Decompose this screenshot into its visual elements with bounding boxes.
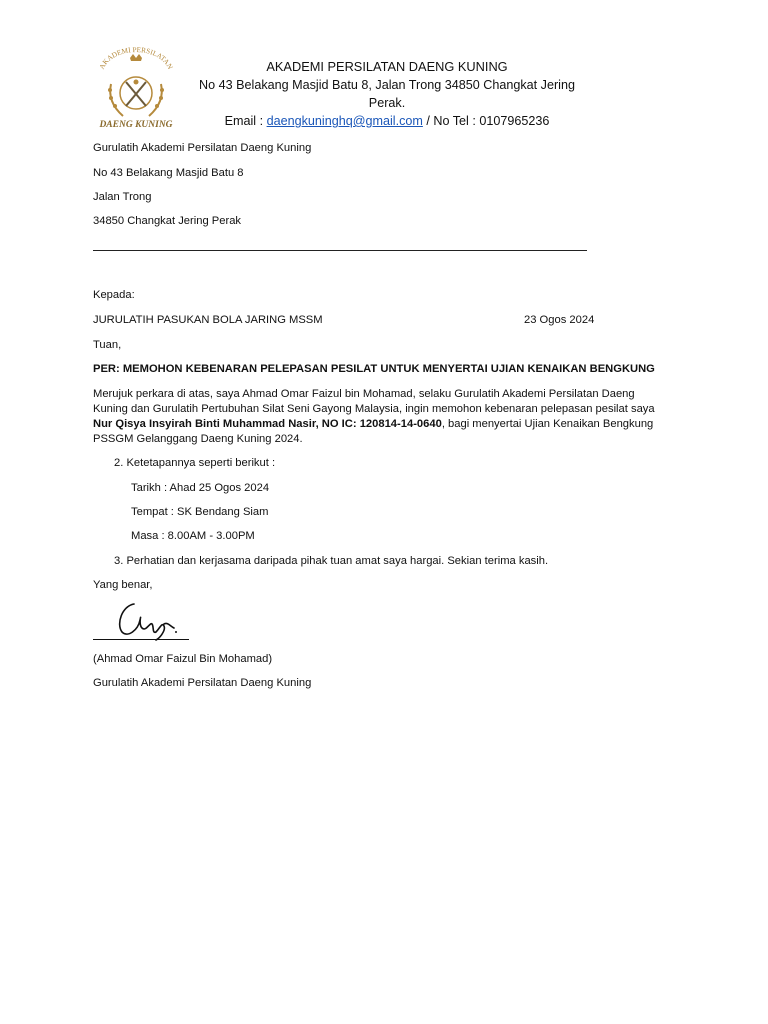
subject-line: PER: MEMOHON KEBENARAN PELEPASAN PESILAT UNTUK MENYERTAI UJIAN KENAIKAN BENGKUNG xyxy=(93,363,655,375)
letter-date: 23 Ogos 2024 xyxy=(524,314,595,326)
signature-line xyxy=(93,639,189,640)
email-label: Email : xyxy=(224,114,267,128)
recipient-name: JURULATIH PASUKAN BOLA JARING MSSM xyxy=(93,314,323,326)
item-2-date: Tarikh : Ahad 25 Ogos 2024 xyxy=(131,482,270,494)
phone-text: / No Tel : 0107965236 xyxy=(422,114,550,128)
item-2-label: 2. Ketetapannya seperti berikut : xyxy=(114,457,276,469)
student-details: Nur Qisya Insyirah Binti Muhammad Nasir, NO IC: 120814-14-0640 xyxy=(93,418,442,430)
letterhead xyxy=(180,58,594,130)
contact-line xyxy=(180,112,594,130)
sender-line-4: 34850 Changkat Jering Perak xyxy=(93,215,242,227)
item-2-time: Masa : 8.00AM - 3.00PM xyxy=(131,530,255,542)
paragraph-part-1: Merujuk perkara di atas, saya Ahmad Omar Faizul bin Mohamad, selaku Gurulatih Akademi Persilatan Daeng Kuning dan Gurulatih Pertubuhan Silat Seni Gayong Malaysia, ingin memohon kebenaran pelepasan pesilat saya xyxy=(93,388,655,415)
org-address: No 43 Belakang Masjid Batu 8, Jalan Trong 34850 Changkat Jering Perak. xyxy=(199,78,575,110)
email-link[interactable]: daengkuninghq@gmail.com xyxy=(266,114,423,128)
svg-text:AKADEMI PERSILATAN: AKADEMI PERSILATAN xyxy=(97,45,175,71)
to-label: Kepada: xyxy=(93,289,135,301)
svg-text:DAENG KUNING: DAENG KUNING xyxy=(99,120,173,130)
sender-line-1: Gurulatih Akademi Persilatan Daeng Kuning xyxy=(93,142,312,154)
item-2-place: Tempat : SK Bendang Siam xyxy=(131,506,269,518)
body-paragraph xyxy=(93,387,667,447)
sender-line-3: Jalan Trong xyxy=(93,191,152,203)
item-3-text: 3. Perhatian dan kerjasama daripada pihak tuan amat saya hargai. Sekian terima kasih. xyxy=(114,555,549,567)
closing-regards: Yang benar, xyxy=(93,579,153,591)
academy-logo xyxy=(93,44,179,130)
divider-line xyxy=(93,250,587,251)
signatory-name: (Ahmad Omar Faizul Bin Mohamad) xyxy=(93,653,273,665)
signatory-title: Gurulatih Akademi Persilatan Daeng Kuning xyxy=(93,677,312,689)
org-name: AKADEMI PERSILATAN DAENG KUNING xyxy=(266,59,508,74)
paragraph-part-2: , bagi menyertai Ujian Kenaikan Bengkung PSSGM Gelanggang Daeng Kuning 2024. xyxy=(93,418,654,445)
signature xyxy=(112,594,192,642)
sender-line-2: No 43 Belakang Masjid Batu 8 xyxy=(93,167,244,179)
salutation: Tuan, xyxy=(93,339,122,351)
